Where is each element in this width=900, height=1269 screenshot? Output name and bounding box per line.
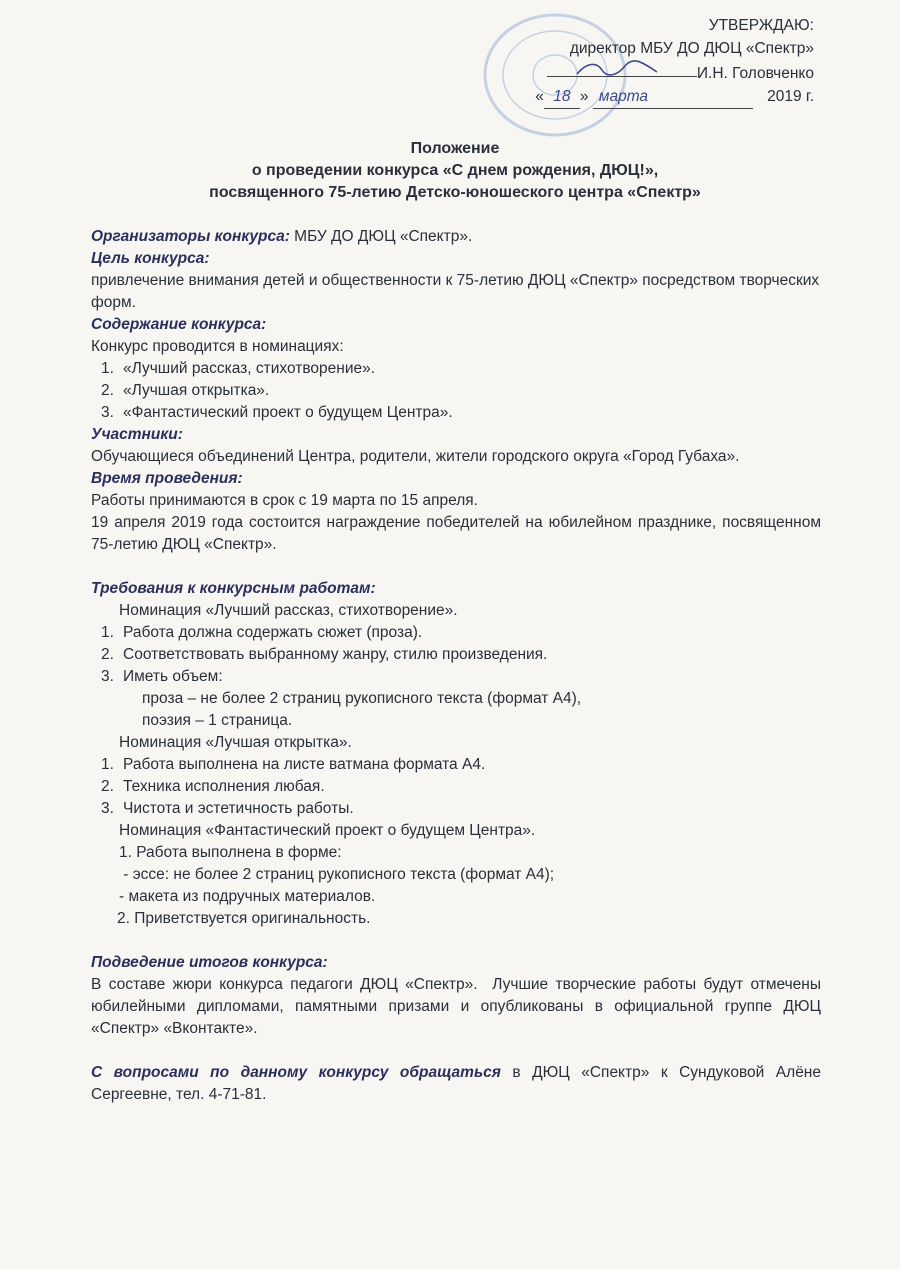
title-line-3: посвященного 75-летию Детско-юношеского центра «Спектр» bbox=[209, 184, 701, 201]
organizers-label: Организаторы конкурса: bbox=[91, 228, 290, 245]
volume-prose: проза – не более 2 страниц рукописного текста (формат А4), bbox=[142, 690, 582, 707]
content-label: Содержание конкурса: bbox=[91, 316, 267, 333]
content-intro: Конкурс проводится в номинациях: bbox=[91, 338, 344, 355]
list-item: 2. «Лучшая открытка». bbox=[101, 382, 270, 399]
approval-position: директор МБУ ДО ДЮЦ «Спектр» bbox=[569, 40, 814, 57]
date-day: 18 bbox=[544, 85, 580, 109]
volume-poetry: поэзия – 1 страница. bbox=[142, 712, 293, 729]
approval-signature-line bbox=[470, 60, 814, 85]
approval-heading: УТВЕРЖДАЮ: bbox=[708, 17, 814, 34]
approval-signer-name: И.Н. Головченко bbox=[696, 65, 814, 82]
list-item: 3. «Фантастический проект о будущем Центра». bbox=[101, 404, 453, 421]
nomination-3-title: Номинация «Фантастический проект о будущем Центра». bbox=[119, 822, 536, 839]
requirements-label: Требования к конкурсным работам: bbox=[91, 580, 376, 597]
nomination-3-line-3: - макета из подручных материалов. bbox=[119, 888, 376, 905]
contact-text: в ДЮЦ «Спектр» к Сундуковой Алёне Сергеевне, тел. 4-71-81. bbox=[91, 1064, 821, 1103]
signature-mark bbox=[547, 60, 697, 77]
title-line-1: Положение bbox=[410, 140, 500, 157]
list-item: 2. Техника исполнения любая. bbox=[101, 778, 325, 795]
time-line-2: 19 апреля 2019 года состоится награждение победителей на юбилейном празднике, посвященном 75-летию ДЮЦ «Спектр». bbox=[91, 514, 821, 553]
nomination-3-line-2: - эссе: не более 2 страниц рукописного текста (формат А4); bbox=[119, 866, 555, 883]
goal-text: привлечение внимания детей и общественности к 75-летию ДЮЦ «Спектр» посредством творческих форм. bbox=[91, 272, 820, 311]
participants-text: Обучающиеся объединений Центра, родители, жители городского округа «Город Губаха». bbox=[91, 448, 740, 465]
list-item: 1. «Лучший рассказ, стихотворение». bbox=[101, 360, 376, 377]
list-item: 2. Соответствовать выбранному жанру, стилю произведения. bbox=[101, 646, 548, 663]
nomination-list bbox=[91, 358, 821, 424]
nomination-3-line-1: 1. Работа выполнена в форме: bbox=[119, 844, 342, 861]
results-text: В составе жюри конкурса педагоги ДЮЦ «Спектр». Лучшие творческие работы будут отмечены юбилейными дипломами, памятными призами и опубликованы в официальной группе ДЮЦ «Спектр» «Вконтакте». bbox=[91, 976, 826, 1037]
organizers-text: МБУ ДО ДЮЦ «Спектр». bbox=[289, 228, 473, 245]
time-line-1: Работы принимаются в срок с 19 марта по 15 апреля. bbox=[91, 492, 478, 509]
time-label: Время проведения: bbox=[91, 470, 243, 487]
nomination-2-title: Номинация «Лучшая открытка». bbox=[119, 734, 352, 751]
date-month: марта bbox=[593, 85, 753, 109]
nomination-3-line-4: 2. Приветствуется оригинальность. bbox=[117, 910, 371, 927]
results-label: Подведение итогов конкурса: bbox=[91, 954, 328, 971]
document-body bbox=[91, 226, 826, 1106]
document-title bbox=[90, 138, 820, 204]
goal-label: Цель конкурса: bbox=[91, 250, 210, 267]
approval-block bbox=[470, 14, 814, 109]
title-line-2: о проведении конкурса «С днем рождения, ДЮЦ!», bbox=[251, 162, 659, 179]
list-item: 3. Чистота и эстетичность работы. bbox=[101, 800, 354, 817]
list-item: 1. Работа должна содержать сюжет (проза). bbox=[101, 624, 423, 641]
list-item: 3. Иметь объем: bbox=[101, 668, 223, 685]
date-year: 2019 г. bbox=[767, 88, 814, 105]
signature-icon bbox=[547, 60, 697, 78]
approval-date: « 18 » марта 2019 г. bbox=[470, 85, 814, 109]
organizers-section bbox=[91, 226, 821, 248]
nomination-1-list bbox=[91, 622, 821, 688]
contact-section bbox=[91, 1062, 821, 1106]
nomination-2-list bbox=[91, 754, 821, 820]
contact-label: С вопросами по данному конкурсу обращаться bbox=[91, 1064, 501, 1081]
participants-label: Участники: bbox=[91, 426, 183, 443]
list-item: 1. Работа выполнена на листе ватмана формата А4. bbox=[101, 756, 486, 773]
nomination-1-title: Номинация «Лучший рассказ, стихотворение». bbox=[119, 602, 458, 619]
